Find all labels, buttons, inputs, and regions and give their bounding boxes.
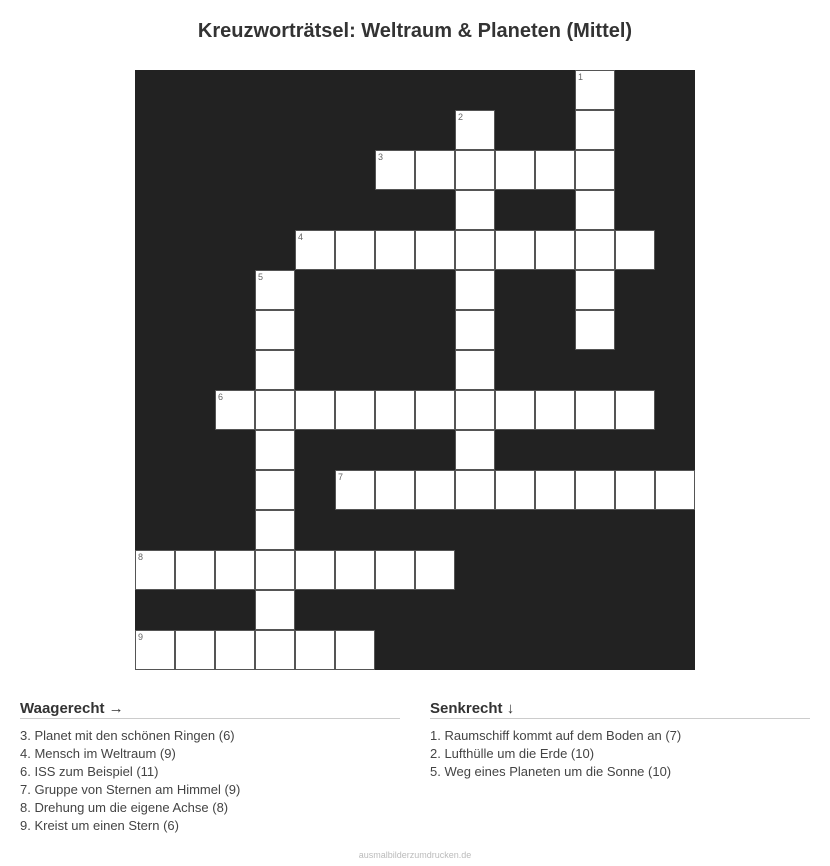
crossword-cell[interactable] bbox=[455, 310, 495, 350]
crossword-cell[interactable] bbox=[215, 630, 255, 670]
crossword-cell[interactable] bbox=[575, 310, 615, 350]
crossword-cell[interactable] bbox=[655, 470, 695, 510]
crossword-cell[interactable] bbox=[175, 550, 215, 590]
clue-number: 7 bbox=[338, 472, 344, 482]
down-heading: Senkrecht ↓ bbox=[430, 700, 810, 719]
crossword-cell[interactable] bbox=[375, 150, 415, 190]
crossword-cell[interactable] bbox=[255, 630, 295, 670]
crossword-cell[interactable] bbox=[415, 390, 455, 430]
crossword-cell[interactable] bbox=[615, 390, 655, 430]
crossword-cell[interactable] bbox=[615, 470, 655, 510]
crossword-cell[interactable] bbox=[535, 470, 575, 510]
crossword-cell[interactable] bbox=[415, 230, 455, 270]
across-heading: Waagerecht → bbox=[20, 700, 400, 719]
crossword-cell[interactable] bbox=[495, 150, 535, 190]
crossword-cell[interactable] bbox=[495, 230, 535, 270]
crossword-cell[interactable] bbox=[455, 350, 495, 390]
crossword-cell[interactable] bbox=[455, 110, 495, 150]
crossword-cell[interactable] bbox=[375, 550, 415, 590]
crossword-cell[interactable] bbox=[455, 270, 495, 310]
crossword-cell[interactable] bbox=[335, 470, 375, 510]
clue-item: 4. Mensch im Weltraum (9) bbox=[20, 746, 176, 761]
across-clue-list bbox=[20, 727, 400, 835]
clue-number: 9 bbox=[138, 632, 144, 642]
down-clue-list bbox=[430, 727, 810, 781]
crossword-cell[interactable] bbox=[215, 390, 255, 430]
crossword-cell[interactable] bbox=[495, 470, 535, 510]
page-title: Kreuzworträtsel: Weltraum & Planeten (Mittel) bbox=[197, 20, 633, 42]
clue-item: 7. Gruppe von Sternen am Himmel (9) bbox=[20, 782, 241, 797]
clue-item: 2. Lufthülle um die Erde (10) bbox=[430, 746, 595, 761]
crossword-cell[interactable] bbox=[335, 390, 375, 430]
crossword-cell[interactable] bbox=[255, 270, 295, 310]
crossword-cell[interactable] bbox=[575, 470, 615, 510]
crossword-cell[interactable] bbox=[255, 590, 295, 630]
crossword-cell[interactable] bbox=[255, 510, 295, 550]
clue-item: 5. Weg eines Planeten um die Sonne (10) bbox=[430, 764, 672, 779]
crossword-cell[interactable] bbox=[295, 390, 335, 430]
clue-number: 6 bbox=[218, 392, 224, 402]
crossword-cell[interactable] bbox=[415, 150, 455, 190]
crossword-cell[interactable] bbox=[455, 430, 495, 470]
crossword-cell[interactable] bbox=[135, 630, 175, 670]
crossword-cell[interactable] bbox=[295, 630, 335, 670]
clue-item: 8. Drehung um die eigene Achse (8) bbox=[20, 800, 229, 815]
crossword-cell[interactable] bbox=[335, 230, 375, 270]
crossword-cell[interactable] bbox=[375, 470, 415, 510]
down-clues bbox=[430, 700, 810, 781]
crossword-cell[interactable] bbox=[255, 310, 295, 350]
crossword-cell[interactable] bbox=[535, 390, 575, 430]
crossword-cell[interactable] bbox=[575, 70, 615, 110]
crossword-cell[interactable] bbox=[375, 390, 415, 430]
crossword-cell[interactable] bbox=[575, 390, 615, 430]
crossword-cell[interactable] bbox=[455, 230, 495, 270]
clue-item: 6. ISS zum Beispiel (11) bbox=[20, 764, 159, 779]
crossword-cell[interactable] bbox=[335, 630, 375, 670]
clue-number: 1 bbox=[578, 72, 584, 82]
clue-item: 1. Raumschiff kommt auf dem Boden an (7) bbox=[430, 728, 682, 743]
crossword-cell[interactable] bbox=[455, 150, 495, 190]
clue-number: 8 bbox=[138, 552, 144, 562]
crossword-cell[interactable] bbox=[135, 550, 175, 590]
crossword-cell[interactable] bbox=[335, 550, 375, 590]
crossword-cell[interactable] bbox=[295, 550, 335, 590]
crossword-cell[interactable] bbox=[615, 230, 655, 270]
crossword-cell[interactable] bbox=[255, 350, 295, 390]
crossword-cell[interactable] bbox=[455, 470, 495, 510]
crossword-cell[interactable] bbox=[455, 190, 495, 230]
crossword-cell[interactable] bbox=[415, 550, 455, 590]
crossword-cell[interactable] bbox=[575, 110, 615, 150]
crossword-cell[interactable] bbox=[295, 230, 335, 270]
crossword-cell[interactable] bbox=[255, 550, 295, 590]
crossword-cell[interactable] bbox=[575, 230, 615, 270]
crossword-cell[interactable] bbox=[375, 230, 415, 270]
clue-number: 3 bbox=[378, 152, 384, 162]
clue-number: 2 bbox=[458, 112, 464, 122]
crossword-cell[interactable] bbox=[535, 150, 575, 190]
crossword-cell[interactable] bbox=[575, 270, 615, 310]
crossword-cell[interactable] bbox=[255, 390, 295, 430]
crossword-grid bbox=[135, 70, 695, 670]
crossword-cell[interactable] bbox=[575, 190, 615, 230]
clue-number: 5 bbox=[258, 272, 264, 282]
crossword-cell[interactable] bbox=[255, 430, 295, 470]
clue-item: 3. Planet mit den schönen Ringen (6) bbox=[20, 728, 235, 743]
clue-number: 4 bbox=[298, 232, 304, 242]
crossword-cell[interactable] bbox=[255, 470, 295, 510]
across-clues bbox=[20, 700, 400, 835]
crossword-cell[interactable] bbox=[175, 630, 215, 670]
crossword-cell[interactable] bbox=[455, 390, 495, 430]
footer-credit: ausmalbilderzumdrucken.de bbox=[358, 850, 472, 860]
crossword-cell[interactable] bbox=[415, 470, 455, 510]
crossword-cell[interactable] bbox=[495, 390, 535, 430]
crossword-cell[interactable] bbox=[215, 550, 255, 590]
crossword-cell[interactable] bbox=[535, 230, 575, 270]
clue-item: 9. Kreist um einen Stern (6) bbox=[20, 818, 179, 833]
crossword-cell[interactable] bbox=[575, 150, 615, 190]
